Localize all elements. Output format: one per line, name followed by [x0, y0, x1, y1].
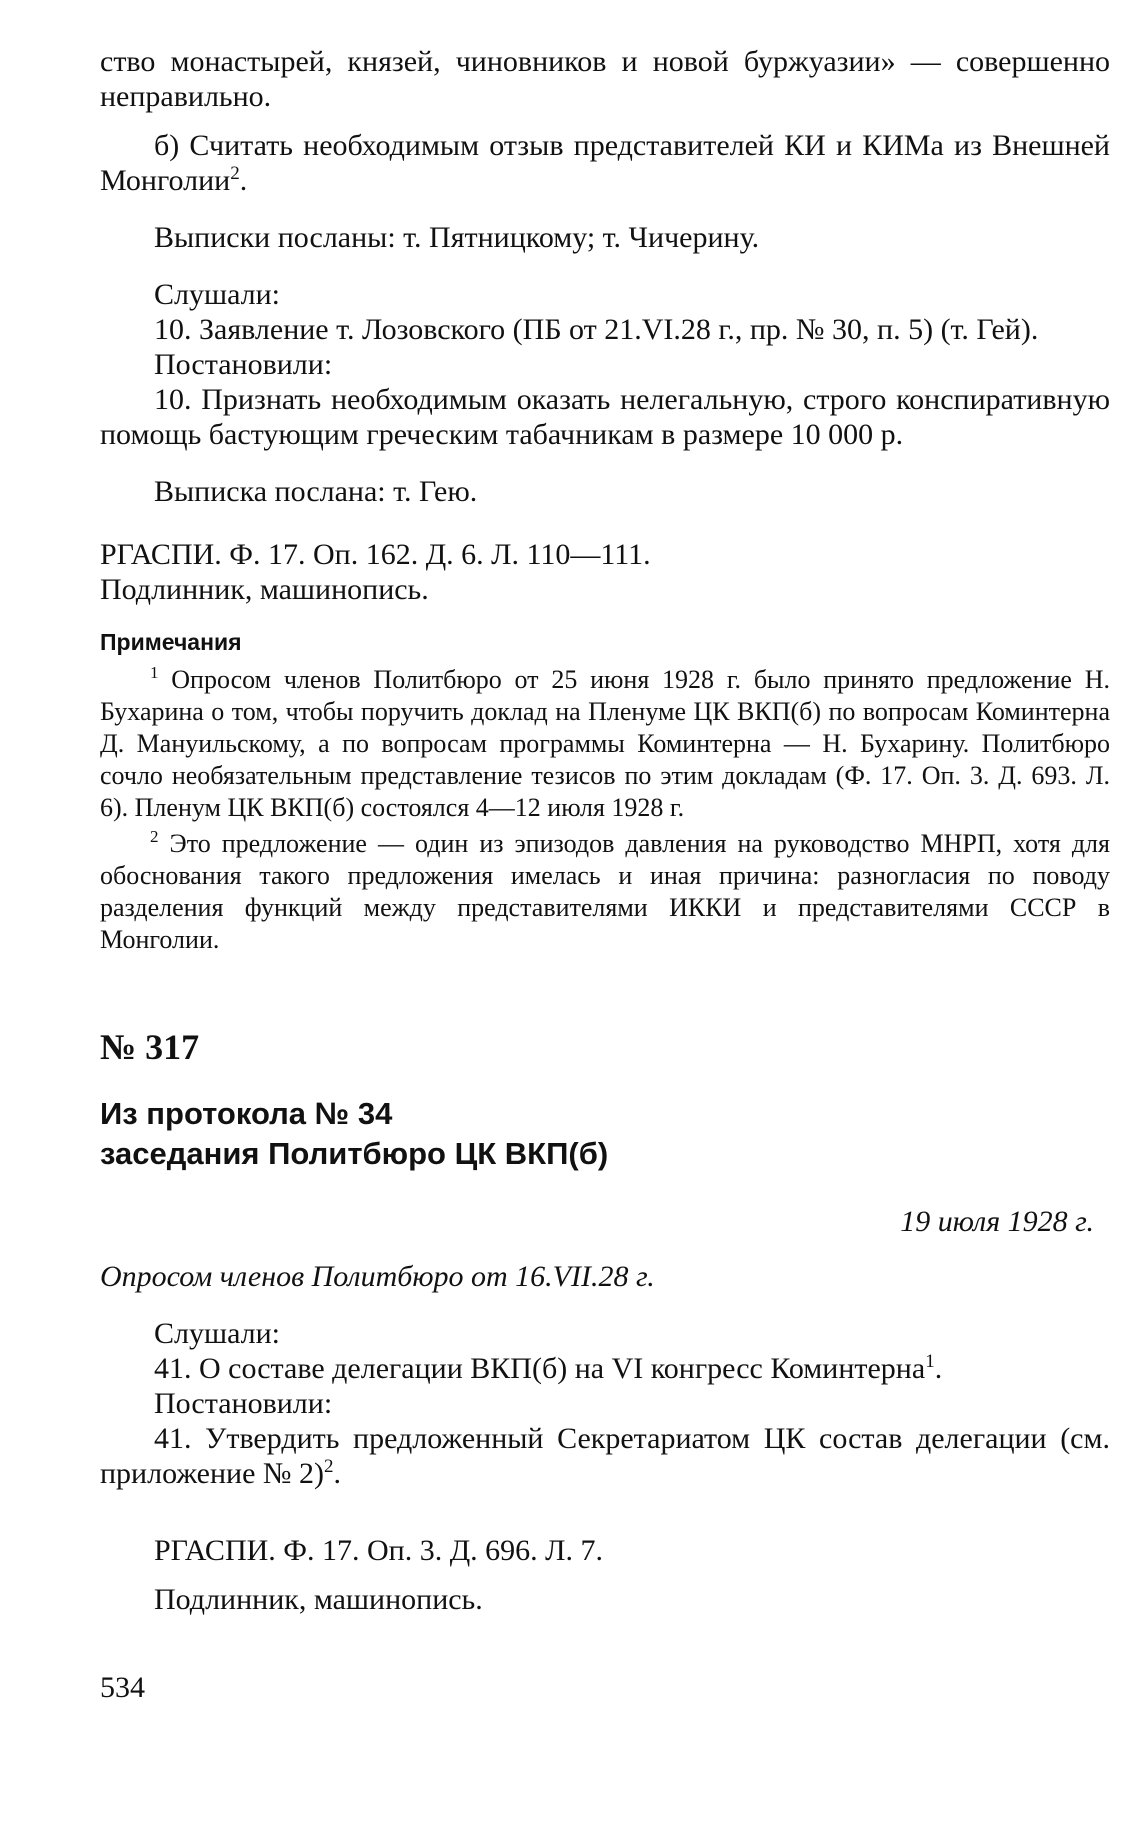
- archive-reference: РГАСПИ. Ф. 17. Оп. 162. Д. 6. Л. 110—111.: [100, 538, 651, 571]
- heard-label-2: Слушали:: [154, 1317, 281, 1350]
- footnote-2-text: Это предложение — один из эпизодов давления на руководство МНРП, хотя для обоснования такого предложения имелась и иная причина: разногласия по поводу разделения функций между представителями ИККИ и представителями СССР в Монголии.: [100, 829, 1110, 954]
- footnote-1-mark: 1: [150, 663, 159, 682]
- document-title-line-1: Из протокола № 34: [100, 1096, 393, 1131]
- extracts-sent-line: Выписки посланы: т. Пятницкому; т. Чичерину.: [154, 221, 760, 254]
- archive-reference-2: РГАСПИ. Ф. 17. Оп. 3. Д. 696. Л. 7.: [154, 1534, 604, 1567]
- footnote-1: [100, 664, 1110, 824]
- poll-line: Опросом членов Политбюро от 16.VII.28 г.: [100, 1260, 655, 1293]
- document-title: [100, 1094, 1110, 1174]
- original-note-2: Подлинник, машинопись.: [154, 1583, 483, 1616]
- page-number: 534: [100, 1671, 145, 1704]
- item-b-text: б) Считать необходимым отзыв представителей КИ и КИМа из Внешней Монголии: [100, 129, 1110, 197]
- heard-item-10: 10. Заявление т. Лозовского (ПБ от 21.VI.28 г., пр. № 30, п. 5) (т. Гей).: [154, 313, 1039, 346]
- footnote-ref-2b: 2: [324, 1456, 334, 1477]
- original-note: Подлинник, машинопись.: [100, 573, 429, 606]
- resolved-label-2: Постановили:: [154, 1387, 333, 1420]
- footnote-2-mark: 2: [150, 827, 159, 846]
- footnote-2: [100, 828, 1110, 956]
- heard-item-41: 41. О составе делегации ВКП(б) на VI конгресс Коминтерна$^1$.: [154, 1351, 943, 1385]
- continued-paragraph: ство монастырей, князей, чиновников и новой буржуазии» — совершенно неправильно.: [100, 45, 1110, 113]
- footnote-ref-1: 1: [925, 1351, 935, 1372]
- resolved-item-10: 10. Признать необходимым оказать нелегальную, строго конспиративную помощь бастующим греческим табачникам в размере 10 000 р.: [100, 383, 1110, 451]
- notes-heading: Примечания: [100, 629, 242, 655]
- document-page: [100, 44, 1110, 1705]
- document-title-line-2: заседания Политбюро ЦК ВКП(б): [100, 1136, 609, 1171]
- footnote-ref-2: 2: [230, 163, 240, 184]
- item-b-paragraph: б) Считать необходимым отзыв представителей КИ и КИМа из Внешней Монголии$^2$.: [100, 129, 1110, 197]
- resolved-item-41: 41. Утвердить предложенный Секретариатом ЦК состав делегации (см. приложение № 2)$^2$.: [100, 1422, 1110, 1490]
- document-number: № 317: [100, 1027, 200, 1067]
- resolved-label: Постановили:: [154, 348, 333, 381]
- extract-sent-line: Выписка послана: т. Гею.: [154, 475, 478, 508]
- footnote-1-text: Опросом членов Политбюро от 25 июня 1928 г. было принято предложение Н. Бухарина о том, чтобы поручить доклад на Пленуме ЦК ВКП(б) по вопросам Коминтерна Д. Мануильскому, а по вопросам программы Коминтерна — Н. Бухарину. Политбюро сочло необязательным представление тезисов по этим докладам (Ф. 17. Оп. 3. Д. 693. Л. 6). Пленум ЦК ВКП(б) состоялся 4—12 июля 1928 г.: [100, 665, 1110, 822]
- document-date: 19 июля 1928 г.: [900, 1205, 1094, 1238]
- heard-label: Слушали:: [154, 278, 281, 311]
